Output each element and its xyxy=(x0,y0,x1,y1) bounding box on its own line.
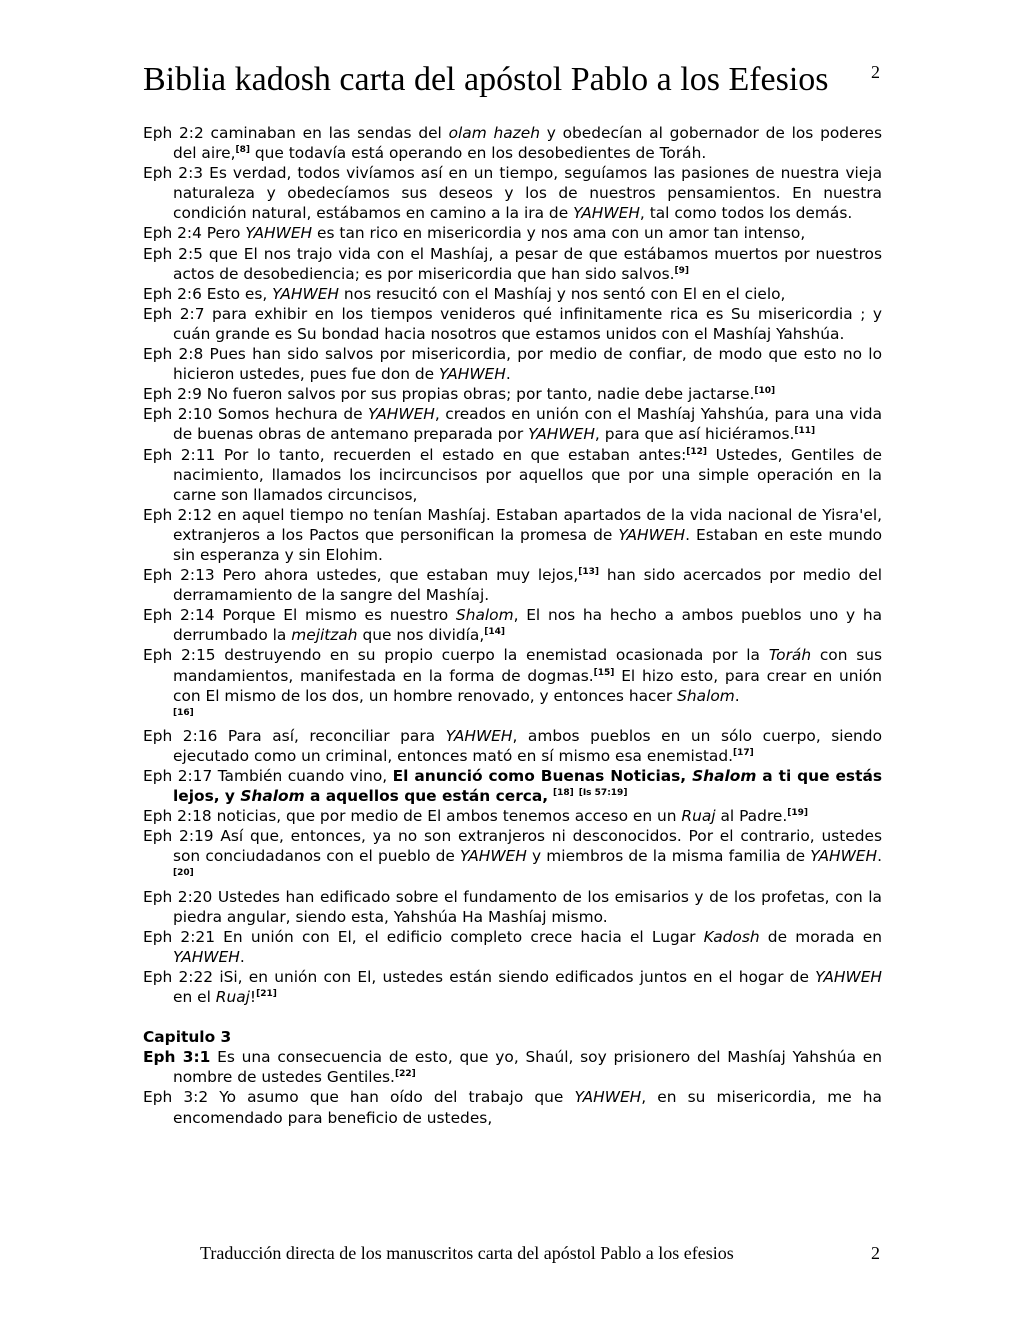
verse: Eph 2:22 iSi, en unión con El, ustedes están siendo edificados juntos en el hogar de YAHWEH en el Ruaj![21] xyxy=(143,967,882,1007)
verse: Eph 3:1 Es una consecuencia de esto, que yo, Shaúl, soy prisionero del Mashíaj Yahshúa en nombre de ustedes Gentiles.[22] xyxy=(143,1048,882,1087)
verse: Eph 2:6 Esto es, YAHWEH nos resucitó con el Mashíaj y nos sentó con El en el cielo, xyxy=(143,284,786,303)
verse-list xyxy=(143,123,882,1007)
header-page-number: 2 xyxy=(871,62,880,82)
chapter-heading: Capitulo 3 xyxy=(143,1028,232,1047)
document-body xyxy=(143,123,882,1128)
chapter-verse-list xyxy=(143,1047,882,1127)
verse: Eph 2:12 en aquel tiempo no tenían Mashíaj. Estaban apartados de la vida nacional de Yisra'el, extranjeros a los Pactos que personifican la promesa de YAHWEH. Estaban en este mundo sin esperanza y sin Elohim. xyxy=(143,505,883,564)
verse: Eph 2:13 Pero ahora ustedes, que estaban muy lejos,[13] han sido acercados por medio del derramamiento de la sangre del Mashíaj. xyxy=(143,566,882,605)
verse: Eph 2:18 noticias, que por medio de El ambos tenemos acceso en un Ruaj al Padre.[19] xyxy=(143,807,808,826)
verse: Eph 2:19 Así que, entonces, ya no son extranjeros ni desconocidos. Por el contrario, ustedes son conciudadanos con el pueblo de YAHWEH y miembros de la misma familia de YAHWEH.[20] xyxy=(143,827,882,879)
verse: Eph 2:7 para exhibir en los tiempos venideros qué infinitamente rica es Su misericordia ; y cuán grande es Su bondad hacia nosotros que estamos unidos con el Mashíaj Yahshúa. xyxy=(143,304,882,343)
verse: Eph 2:2 caminaban en las sendas del olam hazeh y obedecían al gobernador de los poderes del aire,[8] que todavía está operando en los desobedientes de Toráh. xyxy=(143,124,882,163)
verse: Eph 2:20 Ustedes han edificado sobre el fundamento de los emisarios y de los profetas, con la piedra angular, siendo esta, Yahshúa Ha Mashíaj mismo. xyxy=(143,887,882,926)
verse: Eph 2:14 Porque El mismo es nuestro Shalom, El nos ha hecho a ambos pueblos uno y ha derrumbado la mejitzah que nos dividía,[14] xyxy=(143,606,882,645)
verse: Eph 2:3 Es verdad, todos vivíamos así en un tiempo, seguíamos las pasiones de nuestra vieja naturaleza y obedecíamos sus deseos y los de nuestros pensamientos. En nuestra condición natural, estábamos en camino a la ira de YAHWEH, tal como todos los demás. xyxy=(143,164,882,223)
page-title: Biblia kadosh carta del apóstol Pablo a los Efesios xyxy=(143,61,829,98)
page-footer: Traducción directa de los manuscritos carta del apóstol Pablo a los efesios xyxy=(200,1243,734,1263)
verse: Eph 2:17 También cuando vino, El anunció como Buenas Noticias, Shalom a ti que estás lejos, y Shalom a aquellos que están cerca, [18] [Is 57:19] xyxy=(143,767,882,806)
verse: Eph 2:5 que El nos trajo vida con el Mashíaj, a pesar de que estábamos muertos por nuestros actos de desobediencia; es por misericordia que han sido salvos.[9] xyxy=(143,244,882,283)
verse: Eph 2:21 En unión con El, el edificio completo crece hacia el Lugar Kadosh de morada en YAHWEH. xyxy=(143,927,882,966)
verse: Eph 2:8 Pues han sido salvos por misericordia, por medio de confiar, de modo que esto no lo hicieron ustedes, pues fue don de YAHWEH. xyxy=(143,345,882,384)
section-gap xyxy=(143,1007,882,1027)
verse: Eph 2:9 No fueron salvos por sus propias obras; por tanto, nadie debe jactarse.[10] xyxy=(143,385,776,404)
verse: Eph 2:11 Por lo tanto, recuerden el estado en que estaban antes:[12] Ustedes, Gentiles de nacimiento, llamados los incircuncisos por aquellos que por una simple operación en la carne son llamados circuncisos, xyxy=(143,445,883,504)
verse: Eph 3:2 Yo asumo que han oído del trabajo que YAHWEH, en su misericordia, me ha encomendado para beneficio de ustedes, xyxy=(143,1088,882,1127)
verse: Eph 2:10 Somos hechura de YAHWEH, creados en unión con el Mashíaj Yahshúa, para una vida de buenas obras de antemano preparada por YAHWEH, para que así hiciéramos.[11] xyxy=(143,405,882,444)
verse: Eph 2:15 destruyendo en su propio cuerpo la enemistad ocasionada por la Toráh con sus mandamientos, manifestada en la forma de dogmas.[15] El hizo esto, para crear en unión con El mismo de los dos, un hombre renovado, y entonces hacer Shalom. [16] xyxy=(143,646,883,718)
footer-page-number: 2 xyxy=(871,1243,880,1263)
verse: Eph 2:16 Para así, reconciliar para YAHWEH, ambos pueblos en un sólo cuerpo, siendo ejecutado como un criminal, entonces mató en sí mismo esa enemistad.[17] xyxy=(143,726,882,765)
verse: Eph 2:4 Pero YAHWEH es tan rico en misericordia y nos ama con un amor tan intenso, xyxy=(143,224,806,243)
page-header xyxy=(143,58,883,102)
